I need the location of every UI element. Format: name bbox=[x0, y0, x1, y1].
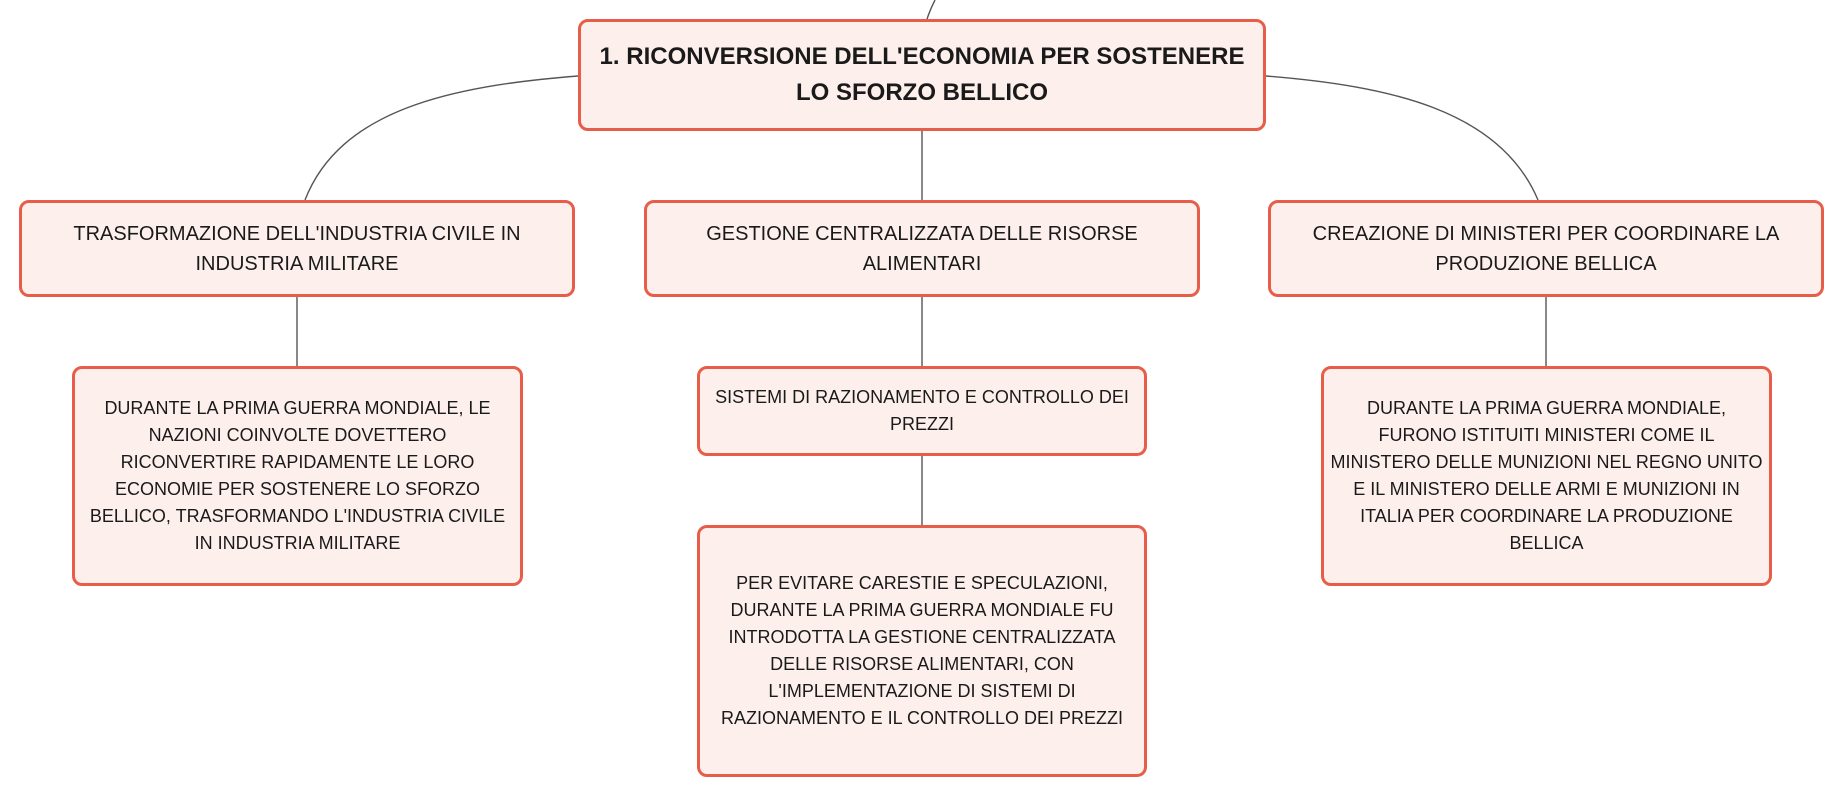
branch-node-industria[interactable] bbox=[19, 200, 575, 297]
branch-node-ministeri[interactable] bbox=[1268, 200, 1824, 297]
connector-root-branch-3 bbox=[1266, 76, 1538, 200]
detail-node-risorse-alimentari[interactable] bbox=[697, 525, 1147, 777]
detail-node-ministeri[interactable] bbox=[1321, 366, 1772, 586]
branch-label: TRASFORMAZIONE DELL'INDUSTRIA CIVILE IN INDUSTRIA MILITARE bbox=[73, 222, 521, 275]
branch-label: CREAZIONE DI MINISTERI PER COORDINARE LA PRODUZIONE BELLICA bbox=[1312, 222, 1780, 275]
branch-label: GESTIONE CENTRALIZZATA DELLE RISORSE ALIMENTARI bbox=[706, 222, 1138, 275]
detail-text: PER EVITARE CARESTIE E SPECULAZIONI, DURANTE LA PRIMA GUERRA MONDIALE FU INTRODOTTA LA GESTIONE CENTRALIZZATA DELLE RISORSE ALIMENTARI, CON L'IMPLEMENTAZIONE DI SISTEMI DI RAZIONAMENTO E IL CONTROLLO DEI PREZZI bbox=[720, 573, 1124, 728]
subtopic-node-razionamento[interactable] bbox=[697, 366, 1147, 456]
detail-node-industria[interactable] bbox=[72, 366, 523, 586]
root-topic-label: 1. RICONVERSIONE DELL'ECONOMIA PER SOSTENERE LO SFORZO BELLICO bbox=[599, 43, 1245, 106]
branch-node-risorse-alimentari[interactable] bbox=[644, 200, 1200, 297]
detail-text: DURANTE LA PRIMA GUERRA MONDIALE, FURONO ISTITUITI MINISTERI COME IL MINISTERO DELLE MUNIZIONI NEL REGNO UNITO E IL MINISTERO DELLE ARMI E MUNIZIONI IN ITALIA PER COORDINARE LA PRODUZIONE BELLICA bbox=[1330, 398, 1763, 553]
subtopic-label: SISTEMI DI RAZIONAMENTO E CONTROLLO DEI PREZZI bbox=[715, 387, 1129, 434]
connector-parent-root bbox=[927, 0, 935, 19]
root-topic-node[interactable] bbox=[578, 19, 1266, 131]
detail-text: DURANTE LA PRIMA GUERRA MONDIALE, LE NAZIONI COINVOLTE DOVETTERO RICONVERTIRE RAPIDAMENTE LE LORO ECONOMIE PER SOSTENERE LO SFORZO BELLICO, TRASFORMANDO L'INDUSTRIA CIVILE IN INDUSTRIA MILITARE bbox=[89, 398, 506, 553]
connector-root-branch-1 bbox=[305, 76, 578, 200]
